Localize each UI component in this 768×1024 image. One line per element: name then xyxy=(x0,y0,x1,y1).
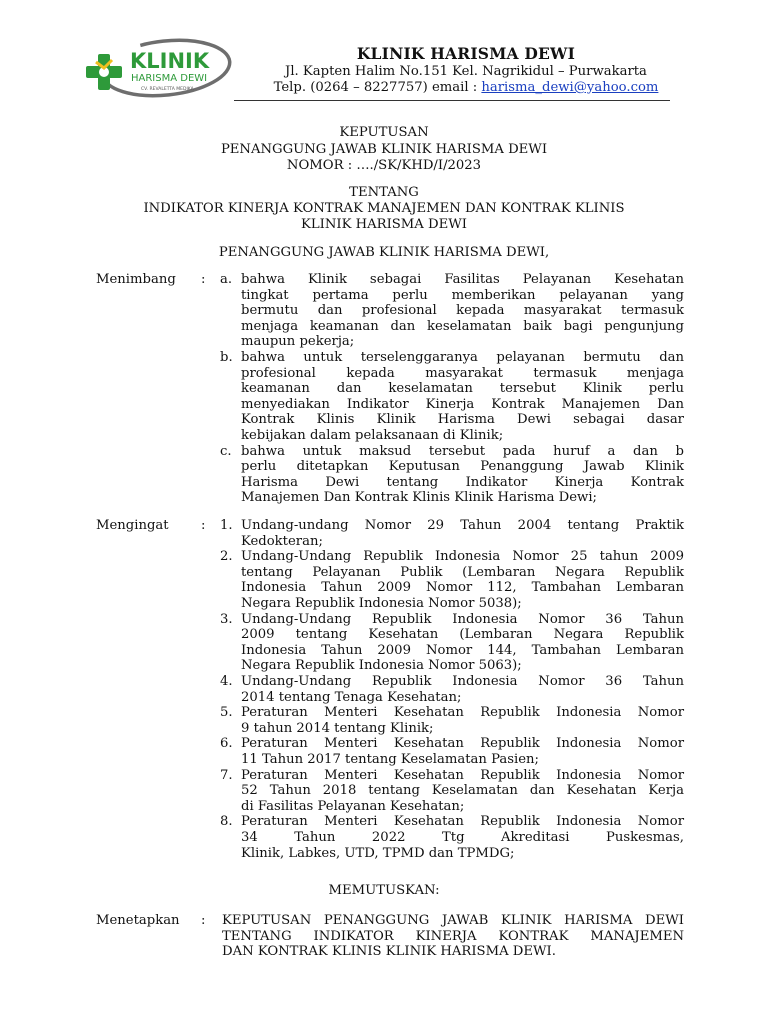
menimbang-item-line: tingkat pertama perlu memberikan pelayanan yang xyxy=(241,287,684,303)
menimbang-item-line: kebijakan dalam pelaksanaan di Klinik; xyxy=(241,428,504,443)
decree-title: KEPUTUSAN xyxy=(339,125,429,140)
menimbang-item-line: Manajemen Dan Kontrak Klinis Klinik Harisma Dewi; xyxy=(241,490,597,506)
menimbang-item-line: bahwa untuk terselenggaranya pelayanan bermutu dan xyxy=(241,350,684,365)
menimbang-item-line: menyediakan Indikator Kinerja Kontrak Manajemen Dan xyxy=(241,396,684,412)
mengingat-item-line: Undang-undang Nomor 29 Tahun 2004 tentang Praktik xyxy=(241,518,684,533)
menetapkan-line: DAN KONTRAK KLINIS KLINIK HARISMA DEWI. xyxy=(222,944,556,960)
mengingat-item-marker: 7. xyxy=(220,767,233,783)
medical-cross-icon xyxy=(86,54,122,90)
logo-wordmark: KLINIK xyxy=(130,49,210,73)
menetapkan-line: KEPUTUSAN PENANGGUNG JAWAB KLINIK HARISMA DEWI xyxy=(222,913,684,928)
menimbang-item-line: profesional kepada masyarakat termasuk menjaga xyxy=(241,365,684,381)
menetapkan-label: Menetapkan xyxy=(96,913,180,928)
menimbang-label: Menimbang xyxy=(96,272,176,287)
menimbang-item-line: menjaga keamanan dan keselamatan baik bagi pengunjung xyxy=(241,318,684,334)
logo-subtitle: HARISMA DEWI xyxy=(131,73,208,84)
mengingat-item-marker: 5. xyxy=(220,705,233,721)
mengingat-item-line: Peraturan Menteri Kesehatan Republik Indonesia Nomor xyxy=(241,736,684,752)
mengingat-colon: : xyxy=(201,518,206,533)
decree-authority: PENANGGUNG JAWAB KLINIK HARISMA DEWI xyxy=(220,142,548,157)
clinic-contact xyxy=(246,80,686,95)
mengingat-item-line: Indonesia Tahun 2009 Nomor 112, Tambahan Lembaran xyxy=(241,580,684,596)
mengingat-item-line: Peraturan Menteri Kesehatan Republik Indonesia Nomor xyxy=(241,705,684,721)
decree-number: NOMOR : …./SK/KHD/I/2023 xyxy=(286,158,482,173)
menetapkan-colon: : xyxy=(201,913,206,928)
menimbang-item-line: Harisma Dewi tentang Indikator Kinerja Kontrak xyxy=(241,474,684,490)
mengingat-item-marker: 2. xyxy=(220,549,233,565)
mengingat-item-line: 2014 tentang Tenaga Kesehatan; xyxy=(241,689,462,705)
mengingat-item-line: Undang-Undang Republik Indonesia Nomor 36 Tahun xyxy=(241,611,684,627)
mengingat-item-line: Negara Republik Indonesia Nomor 5063); xyxy=(241,658,522,674)
decree-subject-line-2: KLINIK HARISMA DEWI xyxy=(301,217,467,232)
mengingat-item-line: Negara Republik Indonesia Nomor 5038); xyxy=(241,596,522,611)
memutuskan-heading: MEMUTUSKAN: xyxy=(328,883,440,898)
mengingat-label: Mengingat xyxy=(96,518,169,533)
menimbang-item-marker: c. xyxy=(220,443,232,459)
mengingat-item-marker: 4. xyxy=(220,674,233,689)
menimbang-item-line: perlu ditetapkan Keputusan Penanggung Jawab Klinik xyxy=(241,459,684,475)
decree-signatory: PENANGGUNG JAWAB KLINIK HARISMA DEWI, xyxy=(218,245,550,260)
mengingat-item-line: Peraturan Menteri Kesehatan Republik Indonesia Nomor xyxy=(241,814,684,830)
mengingat-item-marker: 8. xyxy=(220,814,233,830)
menetapkan-line: TENTANG INDIKATOR KINERJA KONTRAK MANAJEMEN xyxy=(222,928,684,944)
menimbang-item-line: keamanan dan keselamatan tersebut Klinik perlu xyxy=(241,381,684,397)
menimbang-item-marker: b. xyxy=(220,350,233,365)
mengingat-item-line: di Fasilitas Pelayanan Kesehatan; xyxy=(241,798,465,814)
klinik-logo xyxy=(86,38,232,100)
menimbang-item-marker: a. xyxy=(220,272,233,287)
mengingat-item-line: 34 Tahun 2022 Ttg Akreditasi Puskesmas, xyxy=(241,830,684,845)
letterhead-divider xyxy=(234,100,670,101)
mengingat-item-line: 9 tahun 2014 tentang Klinik; xyxy=(241,720,434,736)
menimbang-item-line: bahwa untuk maksud tersebut pada huruf a dan b xyxy=(241,443,684,459)
mengingat-item-line: 11 Tahun 2017 tentang Keselamatan Pasien; xyxy=(241,752,539,767)
mengingat-item-line: 52 Tahun 2018 tentang Keselamatan dan Kesehatan Kerja xyxy=(241,783,684,799)
mengingat-item-line: Undang-Undang Republik Indonesia Nomor 36 Tahun xyxy=(241,674,684,689)
logo-small-text: CV. REVALETTA MEDIKA xyxy=(141,87,194,92)
decree-about: TENTANG xyxy=(349,185,419,200)
clinic-name: KLINIK HARISMA DEWI xyxy=(356,44,576,63)
decree-subject-line-1: INDIKATOR KINERJA KONTRAK MANAJEMEN DAN KONTRAK KLINIS xyxy=(143,201,625,216)
menimbang-item-line: Kontrak Klinis Klinik Harisma Dewi sebagai dasar xyxy=(241,412,684,428)
mengingat-item-marker: 3. xyxy=(220,611,233,627)
mengingat-item-line: Kedokteran; xyxy=(241,533,323,549)
mengingat-item-line: Indonesia Tahun 2009 Nomor 144, Tambahan Lembaran xyxy=(241,642,684,658)
mengingat-item-line: 2009 tentang Kesehatan (Lembaran Negara Republik xyxy=(241,627,684,643)
menimbang-item-line: bahwa Klinik sebagai Fasilitas Pelayanan Kesehatan xyxy=(241,272,684,287)
mengingat-item-marker: 1. xyxy=(220,518,233,533)
clinic-address: Jl. Kapten Halim No.151 Kel. Nagrikidul – Purwakarta xyxy=(285,64,647,79)
mengingat-item-line: tentang Pelayanan Publik (Lembaran Negara Republik xyxy=(241,564,684,580)
mengingat-item-line: Peraturan Menteri Kesehatan Republik Indonesia Nomor xyxy=(241,767,684,783)
email-link[interactable]: harisma_dewi@yahoo.com xyxy=(481,80,659,95)
menimbang-item-line: bermutu dan profesional kepada masyarakat termasuk xyxy=(241,303,684,319)
menimbang-item-line: maupun pekerja; xyxy=(241,334,355,350)
mengingat-item-line: Klinik, Labkes, UTD, TPMD dan TPMDG; xyxy=(241,845,515,861)
menimbang-colon: : xyxy=(201,272,206,287)
mengingat-item-line: Undang-Undang Republik Indonesia Nomor 25 tahun 2009 xyxy=(241,549,684,565)
clinic-phone: Telp. (0264 – 8227757) email : xyxy=(273,80,482,95)
mengingat-item-marker: 6. xyxy=(220,736,233,752)
